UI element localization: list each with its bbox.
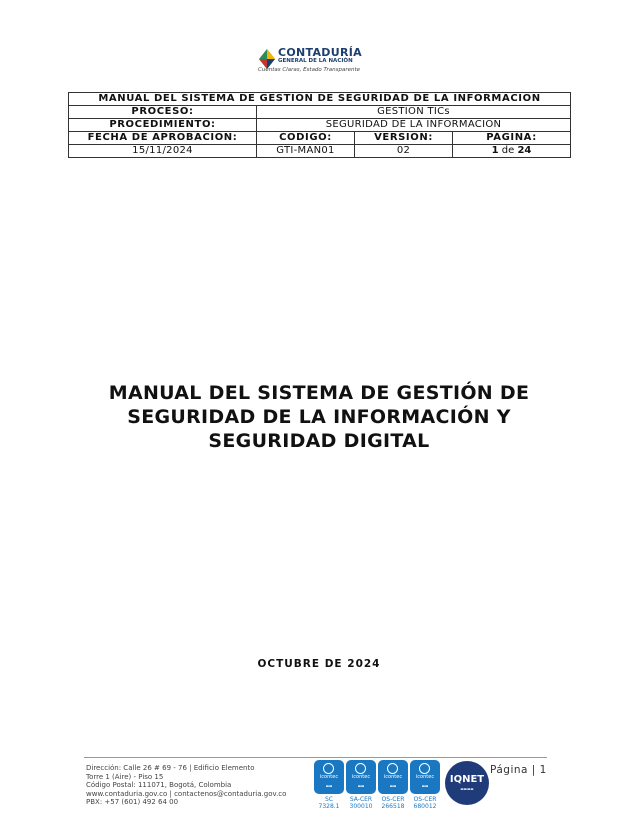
icontec-cert-badge	[378, 760, 408, 794]
procedimiento-label: PROCEDIMIENTO:	[69, 119, 257, 132]
contaduria-logo	[258, 46, 368, 76]
icontec-cert-badge	[346, 760, 376, 794]
icontec-mark-icon	[419, 763, 430, 774]
footer-address	[86, 764, 286, 807]
title-line-3: SEGURIDAD DIGITAL	[208, 430, 430, 452]
version-label: VERSIÓN:	[355, 132, 453, 145]
version-value: 02	[355, 145, 453, 158]
title-line-1: MANUAL DEL SISTEMA DE GESTIÓN DE	[108, 382, 530, 404]
icontec-mark-icon	[387, 763, 398, 774]
address-line: Dirección: Calle 26 # 69 - 76 | Edificio Elemento	[86, 764, 255, 772]
fecha-label: FECHA DE APROBACIÓN:	[69, 132, 257, 145]
codigo-label: CÓDIGO:	[257, 132, 355, 145]
pagina-value	[453, 145, 571, 158]
logo-name: CONTADURÍA	[278, 46, 362, 59]
codigo-value: GTI-MAN01	[257, 145, 355, 158]
logo-tagline: Cuentas Claras, Estado Transparente	[258, 67, 360, 73]
cert-brand: icontec	[351, 774, 371, 780]
cert-decoration: ▬▬	[325, 784, 333, 788]
document-date: OCTUBRE DE 2024	[257, 658, 381, 670]
iqnet-label: IQNET	[449, 774, 485, 785]
cert-decoration: ▬▬	[421, 784, 429, 788]
pagina-current: 1	[491, 145, 499, 156]
address-line: PBX: +57 (601) 492 64 00	[86, 798, 179, 807]
address-line: Código Postal: 111071, Bogotá, Colombia	[86, 781, 232, 790]
logo-subtitle: GENERAL DE LA NACIÓN	[278, 58, 353, 64]
pagina-label: PÁGINA:	[453, 132, 571, 145]
icontec-cert-badge	[410, 760, 440, 794]
document-title	[60, 381, 578, 453]
footer-page-number: Página | 1	[490, 764, 547, 776]
fecha-value: 15/11/2024	[69, 145, 257, 158]
address-line: www.contaduria.gov.co | contactenos@contaduria.gov.co	[86, 789, 287, 798]
iqnet-cert-badge	[445, 761, 489, 805]
cert-brand: icontec	[415, 774, 435, 780]
address-line: Torre 1 (Aire) - Piso 15	[86, 772, 164, 781]
iqnet-decoration: ▬▬▬▬	[460, 787, 474, 791]
footer-divider	[84, 757, 547, 758]
proceso-value: GESTIÓN TICs	[257, 106, 571, 119]
icontec-cert-badge	[314, 760, 344, 794]
cert-code: OS-CER 680012	[413, 796, 437, 810]
cert-code: SA-CER 300010	[349, 796, 373, 810]
cert-brand: icontec	[319, 774, 339, 780]
title-line-2: SEGURIDAD DE LA INFORMACIÓN Y	[127, 406, 511, 428]
cert-decoration: ▬▬	[389, 784, 397, 788]
icontec-mark-icon	[323, 763, 334, 774]
pagina-total: 24	[517, 145, 532, 156]
cert-code: OS-CER 266518	[381, 796, 405, 810]
pagina-of: de	[501, 145, 515, 156]
header-title: MANUAL DEL SISTEMA DE GESTIÓN DE SEGURIDAD DE LA INFORMACIÓN	[69, 93, 571, 106]
cert-brand: icontec	[383, 774, 403, 780]
cert-code: SC 7328.1	[318, 796, 340, 810]
procedimiento-value: SEGURIDAD DE LA INFORMACIÓN	[257, 119, 571, 132]
proceso-label: PROCESO:	[69, 106, 257, 119]
document-header-table	[68, 92, 571, 158]
icontec-mark-icon	[355, 763, 366, 774]
cert-decoration: ▬▬	[357, 784, 365, 788]
